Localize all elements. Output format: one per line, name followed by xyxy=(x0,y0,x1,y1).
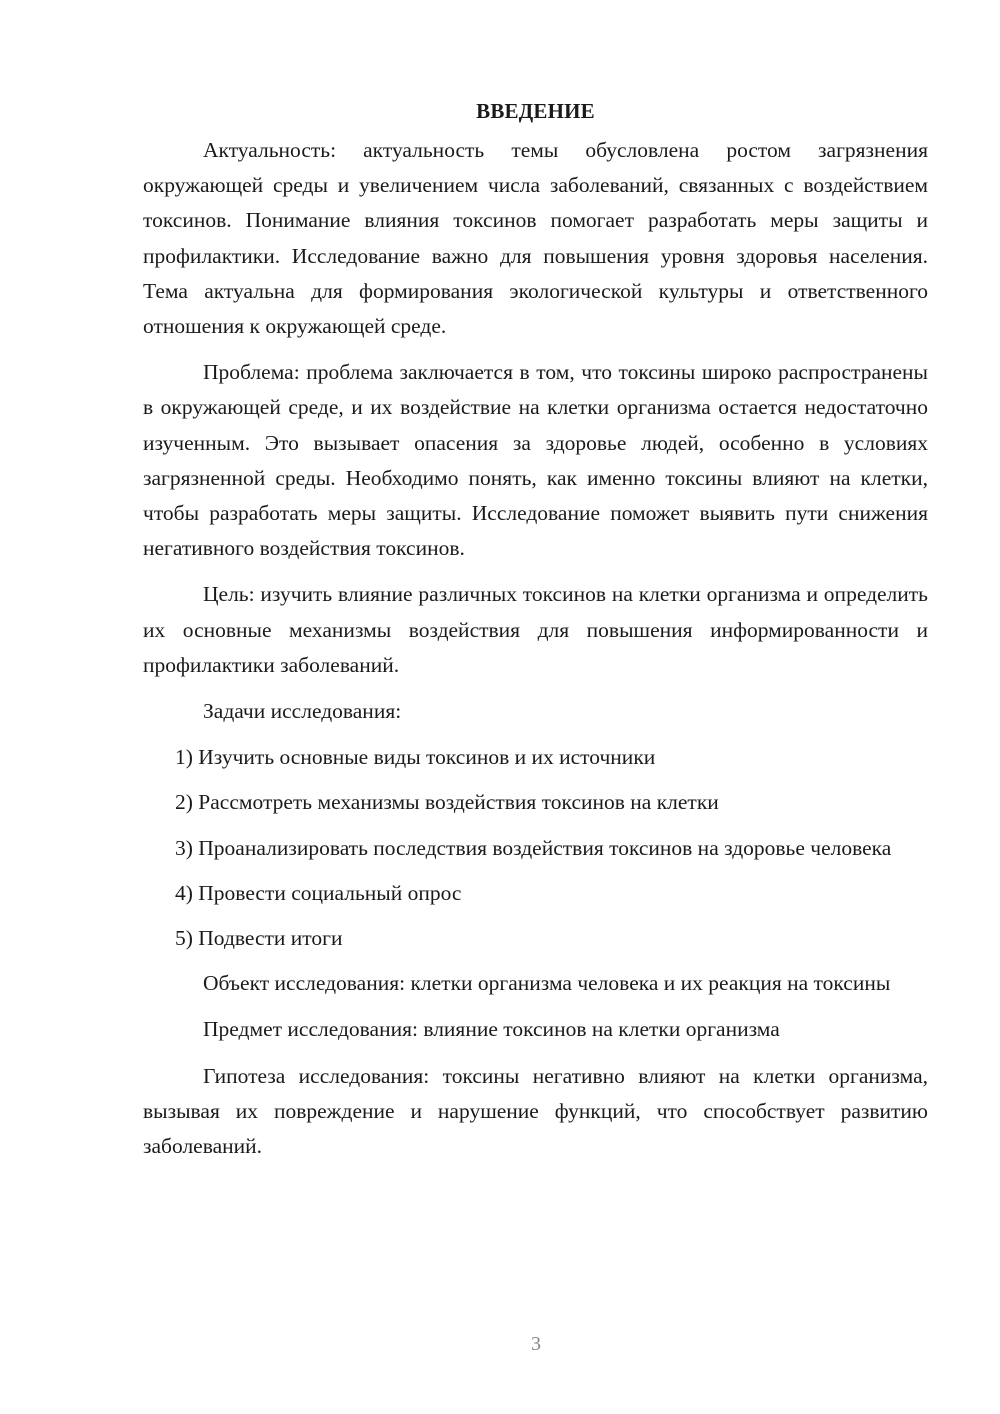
page-number: 3 xyxy=(531,1333,541,1355)
task-item: 2) Рассмотреть механизмы воздействия токсинов на клетки xyxy=(175,790,719,815)
task-item: 4) Провести социальный опрос xyxy=(175,880,462,905)
document-page xyxy=(143,95,928,1175)
goal-paragraph: Цель: изучить влияние различных токсинов на клетки организма и определить их основные механизмы воздействия для повышения информированности и профилактики заболеваний. xyxy=(143,582,928,677)
relevance-paragraph: Актуальность: актуальность темы обусловлена ростом загрязнения окружающей среды и увеличением числа заболеваний, связанных с воздействием токсинов. Понимание влияния токсинов помогает разработать меры защиты и профилактики. Исследование важно для повышения уровня здоровья населения. Тема актуальна для формирования экологической культуры и ответственного отношения к окружающей среде. xyxy=(143,138,928,339)
task-item: 5) Подвести итоги xyxy=(175,926,343,951)
problem-paragraph: Проблема: проблема заключается в том, что токсины широко распространены в окружающей среде, и их воздействие на клетки организма остается недостаточно изученным. Это вызывает опасения за здоровье людей, особенно в условиях загрязненной среды. Необходимо понять, как именно токсины влияют на клетки, чтобы разработать меры защиты. Исследование поможет выявить пути снижения негативного воздействия токсинов. xyxy=(143,360,928,561)
subject-paragraph: Предмет исследования: влияние токсинов на клетки организма xyxy=(203,1017,780,1042)
page-title: ВВЕДЕНИЕ xyxy=(476,99,595,123)
task-item: 3) Проанализировать последствия воздействия токсинов на здоровье человека xyxy=(175,835,892,860)
tasks-heading: Задачи исследования: xyxy=(203,699,402,724)
object-paragraph: Объект исследования: клетки организма человека и их реакция на токсины xyxy=(203,971,891,996)
task-item: 1) Изучить основные виды токсинов и их источники xyxy=(175,745,656,770)
hypothesis-paragraph: Гипотеза исследования: токсины негативно влияют на клетки организма, вызывая их повреждение и нарушение функций, что способствует развитию заболеваний. xyxy=(143,1063,928,1159)
